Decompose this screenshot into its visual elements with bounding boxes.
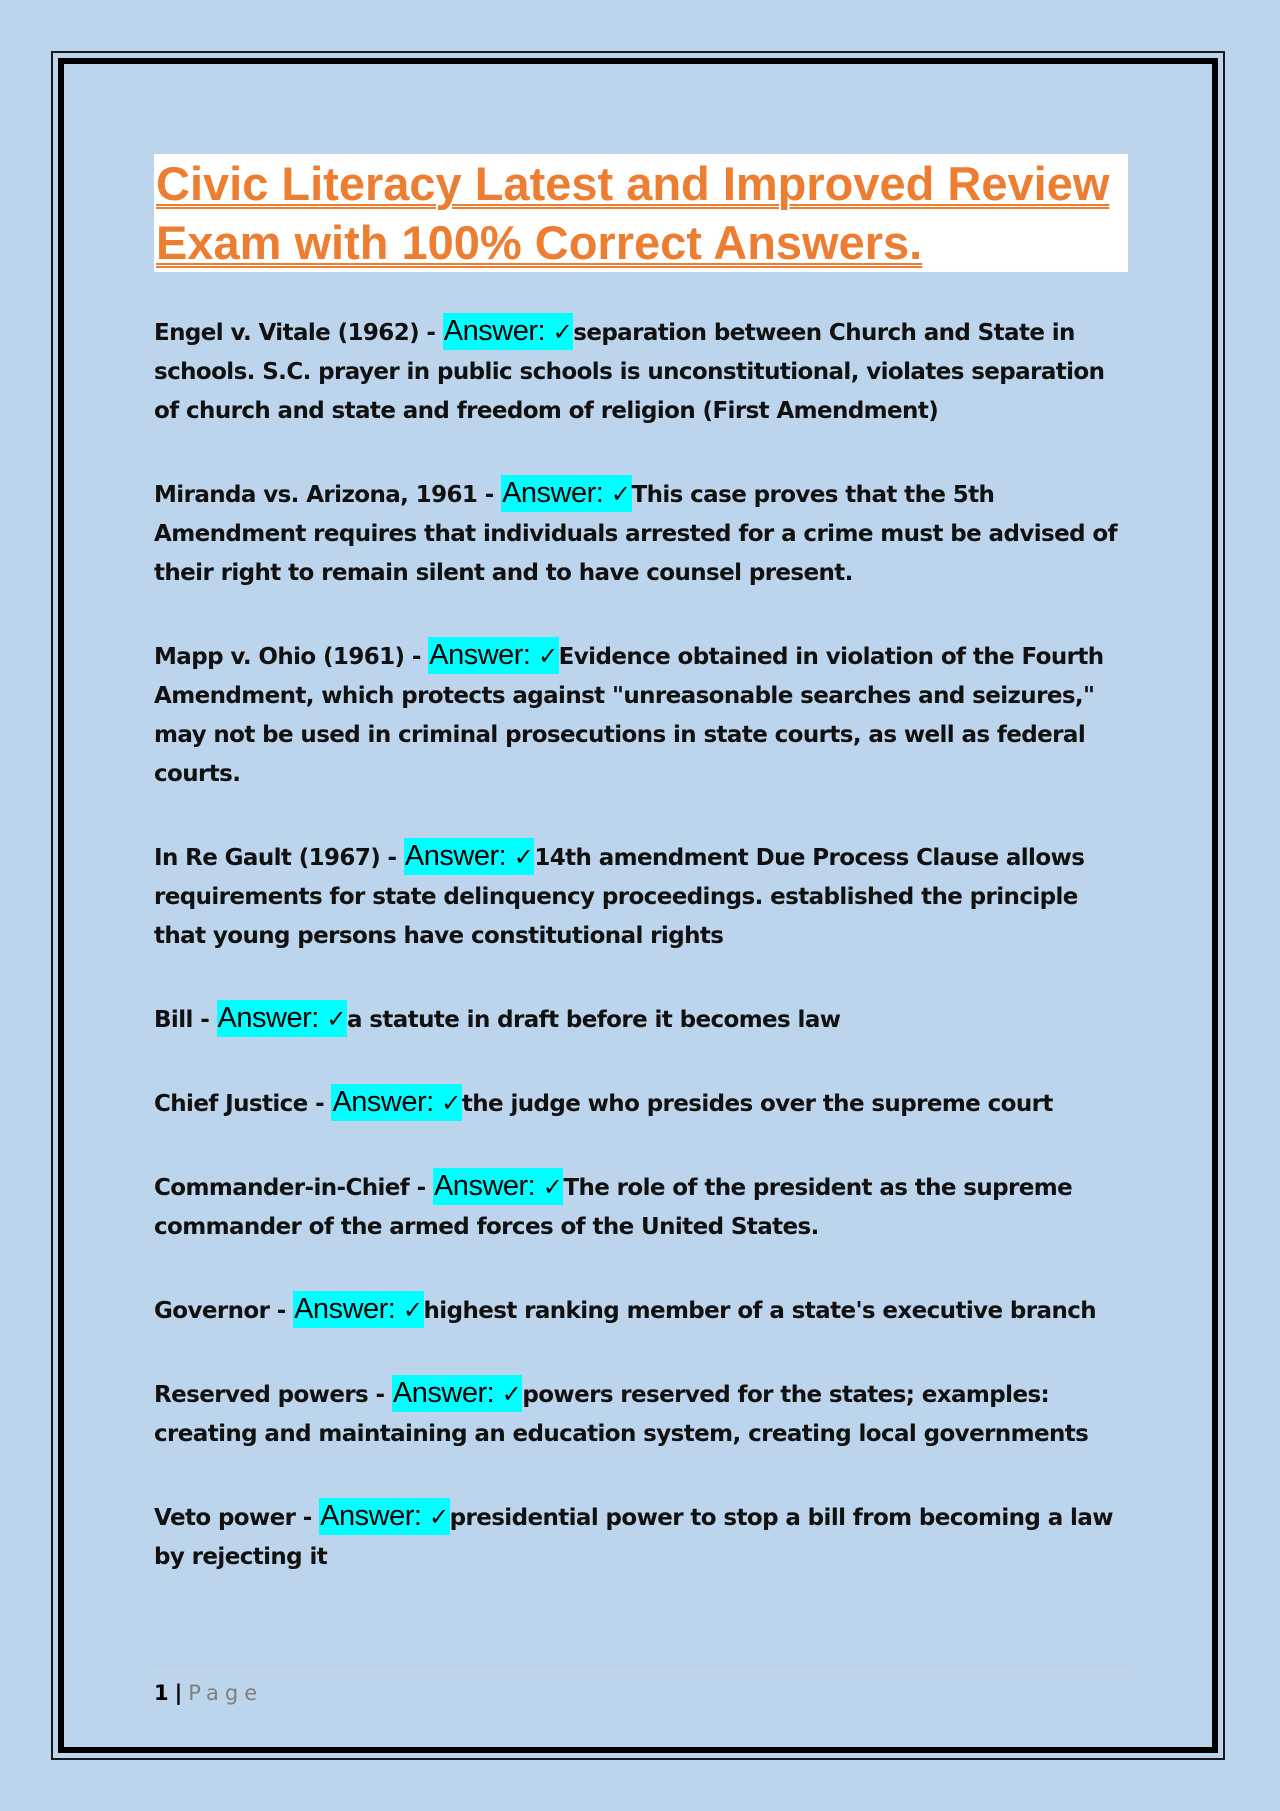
answer-highlight (433, 1168, 563, 1205)
checkmark-icon: ✓ (429, 1503, 449, 1531)
qa-term: Governor - (154, 1298, 294, 1324)
answer-label: Answer: (392, 1377, 495, 1409)
document-body (154, 154, 1128, 1620)
qa-term: Miranda vs. Arizona, 1961 - (154, 482, 502, 508)
answer-highlight (443, 313, 573, 350)
checkmark-icon: ✓ (542, 1173, 563, 1201)
qa-answer-text: the judge who presides over the supreme court (461, 1091, 1053, 1117)
qa-answer-text: highest ranking member of a state's executive branch (423, 1298, 1097, 1324)
qa-item (154, 1167, 1128, 1247)
document-title: Civic Literacy Latest and Improved Review Exam with 100% Correct Answers. (156, 157, 1110, 269)
answer-highlight (501, 475, 631, 512)
answer-label: Answer: (443, 315, 546, 347)
answer-highlight (404, 838, 534, 875)
checkmark-icon: ✓ (501, 1380, 522, 1408)
answer-highlight (319, 1498, 449, 1535)
qa-item (154, 636, 1128, 794)
checkmark-icon: ✓ (610, 480, 631, 508)
qa-item (154, 474, 1128, 593)
answer-label: Answer: (404, 840, 507, 872)
answer-highlight (428, 637, 558, 674)
title-box (154, 154, 1128, 272)
answer-label: Answer: (433, 1170, 536, 1202)
qa-term: Chief Justice - (154, 1091, 332, 1117)
qa-item (154, 1083, 1128, 1124)
checkmark-icon: ✓ (326, 1005, 346, 1033)
footer-separator: | (174, 1681, 183, 1705)
checkmark-icon: ✓ (538, 642, 558, 670)
answer-label: Answer: (320, 1500, 422, 1532)
qa-item (154, 999, 1128, 1040)
qa-answer-text: The role of the president as the supreme commander of the armed forces of the United States. (154, 1175, 1073, 1240)
qa-answer-text: presidential power to stop a bill from becoming a law by rejecting it (154, 1505, 1113, 1570)
checkmark-icon: ✓ (513, 843, 534, 871)
checkmark-icon: ✓ (441, 1089, 461, 1117)
answer-label: Answer: (294, 1293, 396, 1325)
qa-term: Commander-in-Chief - (154, 1175, 433, 1201)
answer-highlight (217, 1000, 347, 1037)
page-footer (154, 1670, 1128, 1705)
qa-item (154, 1374, 1128, 1454)
qa-term: In Re Gault (1967) - (154, 845, 404, 871)
qa-item (154, 1290, 1128, 1331)
page-number: 1 (154, 1681, 169, 1705)
answer-highlight (293, 1291, 423, 1328)
qa-answer-text: Evidence obtained in violation of the Fourth Amendment, which protects against "unreasonable searches and seizures," may not be used in criminal prosecutions in state courts, as well as federal courts. (154, 644, 1104, 787)
qa-term: Reserved powers - (154, 1382, 392, 1408)
answer-label: Answer: (332, 1086, 434, 1118)
page-word: Page (188, 1681, 264, 1705)
qa-answer-text: separation between Church and State in schools. S.C. prayer in public schools is unconstitutional, violates separation of church and state and freedom of religion (First Amendment) (154, 320, 1105, 424)
qa-answer-text: powers reserved for the states; examples: creating and maintaining an education system, creating local governments (154, 1382, 1089, 1447)
checkmark-icon: ✓ (402, 1296, 423, 1324)
qa-answer-text: a statute in draft before it becomes law (346, 1007, 841, 1033)
qa-term: Bill - (154, 1007, 217, 1033)
qa-answer-text: 14th amendment Due Process Clause allows requirements for state delinquency proceedings. established the principle that young persons have constitutional rights (154, 845, 1085, 949)
qa-term: Veto power - (154, 1505, 320, 1531)
answer-highlight (331, 1084, 461, 1121)
answer-label: Answer: (429, 639, 531, 671)
qa-term: Engel v. Vitale (1962) - (154, 320, 443, 346)
qa-item (154, 837, 1128, 956)
qa-answer-text: This case proves that the 5th Amendment requires that individuals arrested for a crime must be advised of their right to remain silent and to have counsel present. (154, 482, 1117, 586)
answer-highlight (392, 1375, 522, 1412)
checkmark-icon: ✓ (552, 318, 573, 346)
answer-label: Answer: (502, 477, 604, 509)
qa-item (154, 1497, 1128, 1577)
answer-label: Answer: (217, 1002, 319, 1034)
qa-term: Mapp v. Ohio (1961) - (154, 644, 429, 670)
qa-item (154, 312, 1128, 431)
